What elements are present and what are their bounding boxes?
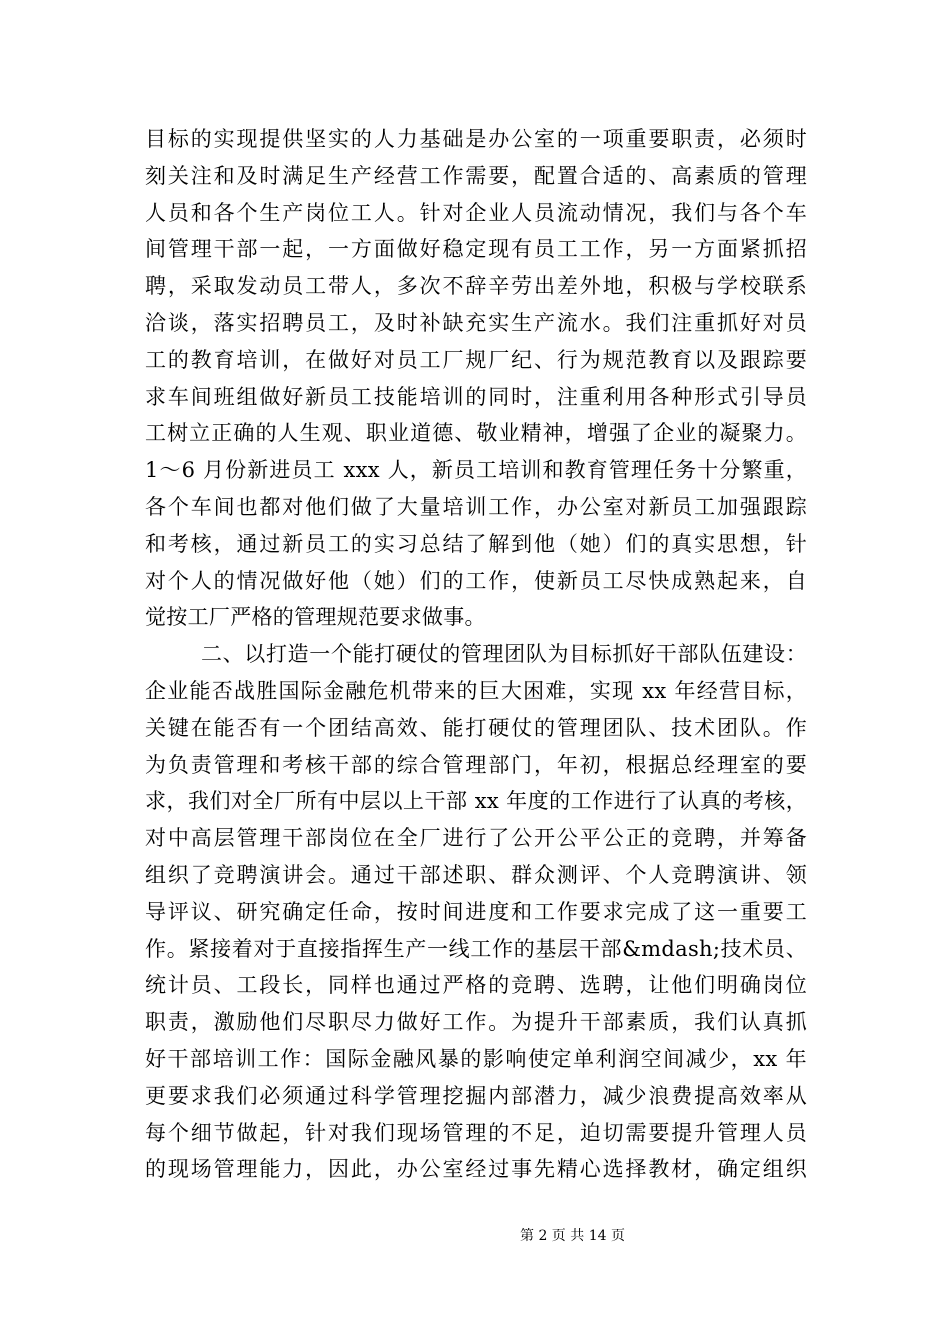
text-line: 更要求我们必须通过科学管理挖掘内部潜力，减少浪费提高效率从 xyxy=(145,1083,807,1108)
text-line: 统计员、工段长，同样也通过严格的竞聘、选聘，让他们明确岗位 xyxy=(145,973,807,998)
text-line: 工树立正确的人生观、职业道德、敬业精神，增强了企业的凝聚力。 xyxy=(145,421,807,446)
text-line: 间管理干部一起，一方面做好稳定现有员工工作，另一方面紧抓招 xyxy=(145,237,807,262)
text-line: 和考核，通过新员工的实习总结了解到他（她）们的真实思想，针 xyxy=(145,531,807,556)
section-heading-line: 二、以打造一个能打硬仗的管理团队为目标抓好干部队伍建设： xyxy=(201,642,807,667)
text-line: 1～6 月份新进员工 xxx 人，新员工培训和教育管理任务十分繁重， xyxy=(145,458,807,483)
text-line: 洽谈，落实招聘员工，及时补缺充实生产流水。我们注重抓好对员 xyxy=(145,310,807,335)
text-line: 关键在能否有一个团结高效、能打硬仗的管理团队、技术团队。作 xyxy=(145,715,807,740)
text-line: 导评议、研究确定任命，按时间进度和工作要求完成了这一重要工 xyxy=(145,899,807,924)
text-line: 企业能否战胜国际金融危机带来的巨大困难，实现 xx 年经营目标， xyxy=(145,678,807,703)
text-line: 觉按工厂严格的管理规范要求做事。 xyxy=(145,605,486,630)
text-line: 求，我们对全厂所有中层以上干部 xx 年度的工作进行了认真的考核， xyxy=(145,789,807,814)
page-footer: 第 2 页 共 14 页 xyxy=(520,1228,625,1244)
text-line: 目标的实现提供坚实的人力基础是办公室的一项重要职责，必须时 xyxy=(145,127,807,151)
text-line: 聘，采取发动员工带人，多次不辞辛劳出差外地，积极与学校联系 xyxy=(145,274,807,299)
text-line: 作。紧接着对于直接指挥生产一线工作的基层干部&mdash;技术员、 xyxy=(145,936,807,961)
text-line: 各个车间也都对他们做了大量培训工作，办公室对新员工加强跟踪 xyxy=(145,494,807,519)
text-line: 的现场管理能力，因此，办公室经过事先精心选择教材，确定组织 xyxy=(145,1157,807,1182)
text-line: 好干部培训工作：国际金融风暴的影响使定单利润空间减少，xx 年 xyxy=(145,1046,807,1071)
text-line: 人员和各个生产岗位工人。针对企业人员流动情况，我们与各个车 xyxy=(145,200,807,225)
text-line: 职责，激励他们尽职尽力做好工作。为提升干部素质，我们认真抓 xyxy=(145,1010,807,1035)
body-text xyxy=(145,121,807,1188)
text-line: 对中高层管理干部岗位在全厂进行了公开公平公正的竞聘，并筹备 xyxy=(145,826,807,851)
text-line: 刻关注和及时满足生产经营工作需要，配置合适的、高素质的管理 xyxy=(145,163,807,188)
text-line: 组织了竞聘演讲会。通过干部述职、群众测评、个人竞聘演讲、领 xyxy=(145,862,807,887)
text-line: 对个人的情况做好他（她）们的工作，使新员工尽快成熟起来，自 xyxy=(145,568,807,593)
text-line: 工的教育培训，在做好对员工厂规厂纪、行为规范教育以及跟踪要 xyxy=(145,347,807,372)
text-line: 每个细节做起，针对我们现场管理的不足，迫切需要提升管理人员 xyxy=(145,1120,807,1145)
text-line: 为负责管理和考核干部的综合管理部门，年初，根据总经理室的要 xyxy=(145,752,807,777)
text-line: 求车间班组做好新员工技能培训的同时，注重利用各种形式引导员 xyxy=(145,384,807,409)
